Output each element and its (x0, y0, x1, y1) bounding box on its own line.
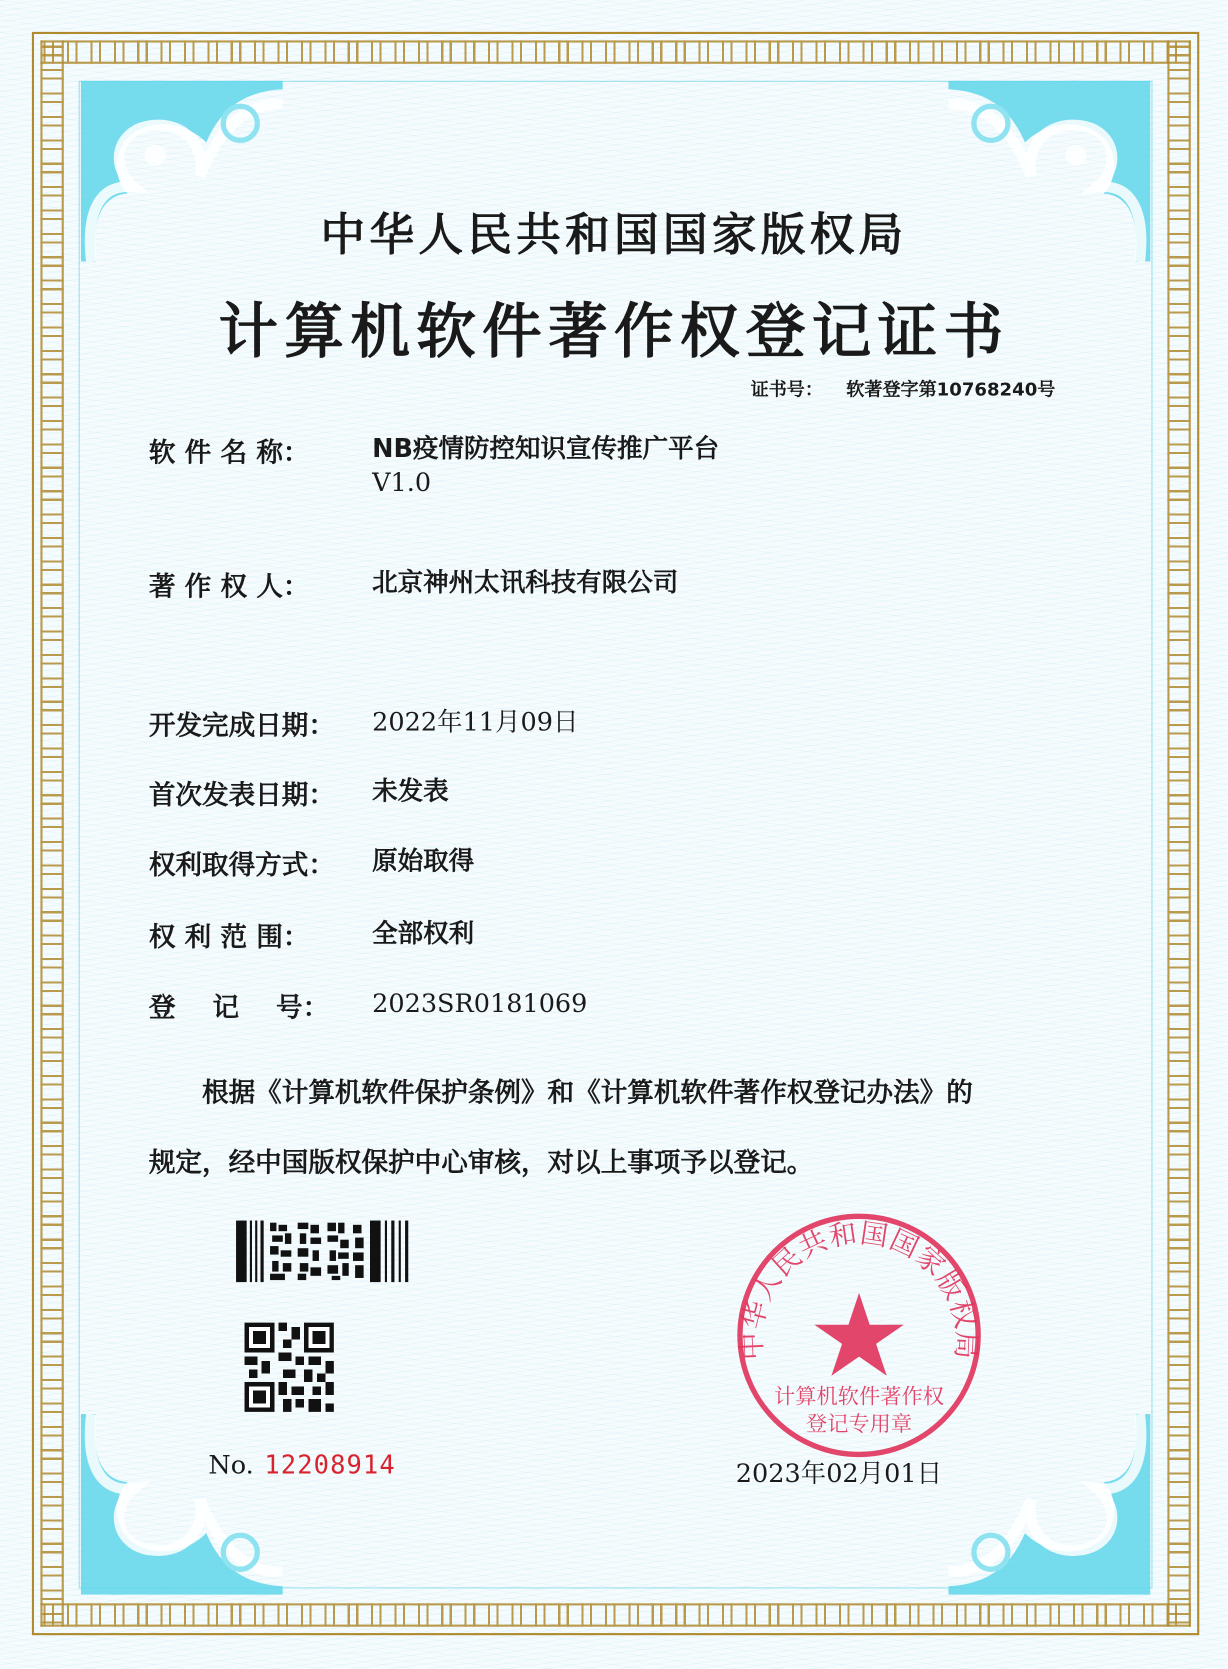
statement-line-1: 根据《计算机软件保护条例》和《计算机软件著作权登记办法》的 (202, 1077, 973, 1108)
field-label: 著 作 权 人： (148, 570, 310, 602)
field-value: NB疫情防控知识宣传推广平台 (372, 433, 720, 464)
statement-line-2: 规定，经中国版权保护中心审核，对以上事项予以登记。 (148, 1147, 814, 1179)
serial-value: 12208914 (264, 1450, 396, 1480)
field-value: 2022年11月09日 (372, 707, 579, 737)
field-value: 北京神州太讯科技有限公司 (372, 567, 679, 598)
qr-code-icon (245, 1323, 334, 1412)
certificate-number-value: 软著登字第10768240号 (846, 379, 1056, 401)
field-rights-scope (149, 916, 474, 954)
field-rights-acquisition (149, 844, 474, 882)
field-copyright-owner (149, 566, 678, 604)
seal-inner-line-2: 登记专用章 (805, 1412, 913, 1438)
field-value: 未发表 (372, 776, 449, 806)
field-label: 软 件 名 称： (148, 436, 310, 468)
greek-key-border-left (40, 40, 63, 1626)
field-label: 开发完成日期： (148, 710, 335, 742)
field-label: 权利取得方式： (148, 849, 335, 881)
official-seal (734, 1210, 985, 1461)
barcode-icon (236, 1221, 410, 1283)
field-software-name (149, 432, 719, 500)
field-label: 登 记 号： (148, 991, 330, 1023)
seal-inner-line-1: 计算机软件著作权 (774, 1384, 945, 1410)
greek-key-border-right (1167, 40, 1190, 1626)
corner-ornament-icon (81, 1414, 283, 1595)
field-label: 权 利 范 围： (148, 921, 310, 953)
field-value: 全部权利 (372, 918, 475, 949)
field-first-publication-date (149, 774, 449, 812)
field-value: 原始取得 (372, 846, 475, 877)
field-value: 2023SR0181069 (372, 988, 588, 1019)
serial-prefix: No. (208, 1450, 254, 1480)
field-label: 首次发表日期： (148, 779, 335, 811)
field-value-line2: V1.0 (372, 467, 432, 498)
greek-key-border-top (40, 40, 1190, 63)
certificate-title: 计算机软件著作权登记证书 (218, 296, 1010, 367)
greek-key-border-bottom (40, 1603, 1190, 1626)
issue-date: 2023年02月01日 (735, 1458, 943, 1489)
certificate-number (751, 374, 1056, 401)
field-completion-date (149, 705, 579, 743)
certificate-number-label: 证书号： (750, 379, 823, 401)
seal-outer-text: 中华人民共和国国家版权局 (734, 1216, 984, 1361)
field-registration-number (149, 987, 588, 1025)
issuer-heading: 中华人民共和国国家版权局 (320, 208, 908, 261)
serial-number (208, 1450, 395, 1480)
star-icon (814, 1293, 903, 1376)
